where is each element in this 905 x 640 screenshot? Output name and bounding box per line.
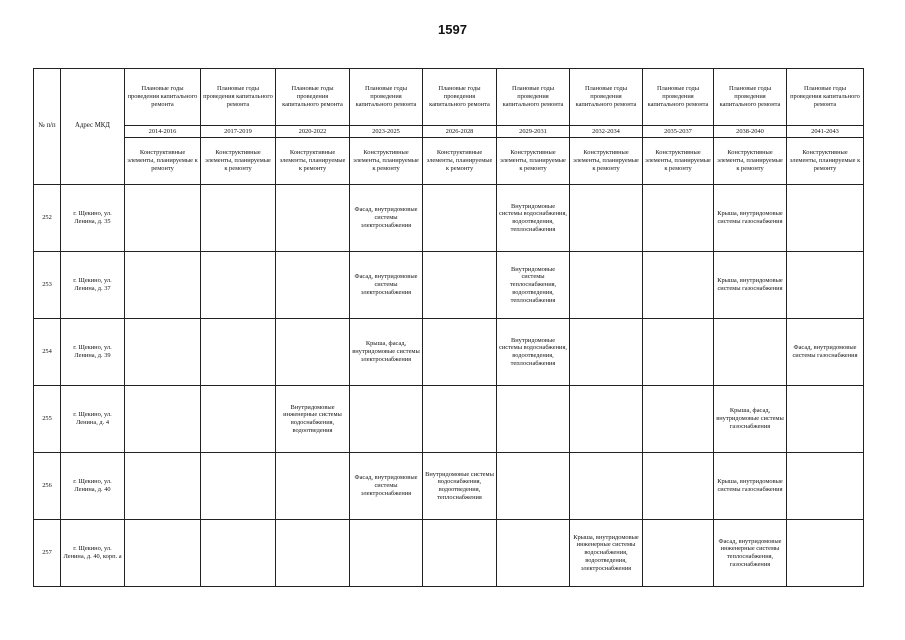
repair-elements-cell: [423, 386, 497, 453]
period-elements-label: Конструктивные элементы, планируемые к ремонту: [497, 138, 570, 185]
period-elements-label: Конструктивные элементы, планируемые к ремонту: [787, 138, 864, 185]
repair-elements-cell: [570, 185, 643, 252]
repair-elements-cell: Крыша, фасад, внутридомовые системы газоснабжения: [714, 386, 787, 453]
repair-elements-cell: Крыша, внутридомовые инженерные системы водоснабжения, водоотведения, электроснабжения: [570, 520, 643, 587]
repair-elements-cell: [125, 386, 201, 453]
repair-elements-cell: Крыша, внутридомовые системы газоснабжения: [714, 453, 787, 520]
period-elements-label: Конструктивные элементы, планируемые к ремонту: [125, 138, 201, 185]
period-years: 2023-2025: [350, 126, 423, 138]
period-title: Плановые годы проведения капитального ремонта: [570, 69, 643, 126]
repair-elements-cell: [125, 520, 201, 587]
period-elements-label: Конструктивные элементы, планируемые к ремонту: [570, 138, 643, 185]
repair-elements-cell: [350, 386, 423, 453]
repair-elements-cell: [276, 185, 350, 252]
repair-elements-cell: Крыша, внутридомовые системы газоснабжения: [714, 252, 787, 319]
row-address: г. Щекино, ул. Ленина, д. 37: [61, 252, 125, 319]
repair-elements-cell: Внутридомовые системы теплоснабжения, водоотведения, теплоснабжения: [497, 252, 570, 319]
table-row: [34, 319, 864, 386]
repair-elements-cell: [125, 252, 201, 319]
repair-elements-cell: [276, 319, 350, 386]
row-number: 255: [34, 386, 61, 453]
repair-elements-cell: Фасад, внутридомовые системы электроснабжения: [350, 252, 423, 319]
repair-elements-cell: [201, 386, 276, 453]
table-row: [34, 520, 864, 587]
period-years: 2014-2016: [125, 126, 201, 138]
period-elements-label: Конструктивные элементы, планируемые к ремонту: [201, 138, 276, 185]
repair-elements-cell: Фасад, внутридомовые инженерные системы теплоснабжения, газоснабжения: [714, 520, 787, 587]
period-years: 2038-2040: [714, 126, 787, 138]
repair-elements-cell: [497, 520, 570, 587]
row-number: 253: [34, 252, 61, 319]
period-years: 2029-2031: [497, 126, 570, 138]
period-title: Плановые годы проведения капитального ремонта: [714, 69, 787, 126]
row-address: г. Щекино, ул. Ленина, д. 40, корп. а: [61, 520, 125, 587]
period-elements-label: Конструктивные элементы, планируемые к ремонту: [643, 138, 714, 185]
repair-elements-cell: [350, 520, 423, 587]
repair-elements-cell: [201, 185, 276, 252]
capital-repair-table: [33, 68, 864, 587]
column-header-number: № п/п: [34, 69, 61, 185]
repair-elements-cell: [787, 520, 864, 587]
repair-elements-cell: [125, 319, 201, 386]
row-address: г. Щекино, ул. Ленина, д. 39: [61, 319, 125, 386]
table-row: [34, 252, 864, 319]
repair-elements-cell: [201, 319, 276, 386]
period-years: 2041-2043: [787, 126, 864, 138]
repair-elements-cell: [276, 520, 350, 587]
repair-elements-cell: [201, 520, 276, 587]
repair-elements-cell: [423, 319, 497, 386]
table-row: [34, 386, 864, 453]
repair-elements-cell: [570, 453, 643, 520]
repair-elements-cell: [570, 252, 643, 319]
repair-elements-cell: Внутридомовые инженерные системы водоснабжения, водоотведения: [276, 386, 350, 453]
repair-elements-cell: Фасад, внутридомовые системы электроснабжения: [350, 185, 423, 252]
row-address: г. Щекино, ул. Ленина, д. 4: [61, 386, 125, 453]
repair-elements-cell: Внутридомовые системы водоснабжения, водоотведения, теплоснабжения: [497, 185, 570, 252]
repair-elements-cell: [497, 386, 570, 453]
period-title: Плановые годы проведения капитального ремонта: [201, 69, 276, 126]
period-title: Плановые годы проведения капитального ремонта: [497, 69, 570, 126]
period-years: 2032-2034: [570, 126, 643, 138]
period-years: 2026-2028: [423, 126, 497, 138]
repair-elements-cell: Крыша, внутридомовые системы газоснабжения: [714, 185, 787, 252]
row-number: 252: [34, 185, 61, 252]
repair-elements-cell: [570, 319, 643, 386]
repair-elements-cell: [497, 453, 570, 520]
period-title: Плановые годы проведения капитального ремонта: [643, 69, 714, 126]
period-title: Плановые годы проведения капитального ремонта: [423, 69, 497, 126]
row-number: 256: [34, 453, 61, 520]
column-header-address: Адрес МКД: [61, 69, 125, 185]
repair-elements-cell: [787, 252, 864, 319]
repair-elements-cell: [643, 520, 714, 587]
repair-elements-cell: [423, 252, 497, 319]
period-elements-label: Конструктивные элементы, планируемые к ремонту: [276, 138, 350, 185]
period-years: 2035-2037: [643, 126, 714, 138]
row-number: 254: [34, 319, 61, 386]
period-title: Плановые годы проведения капитального ремонта: [350, 69, 423, 126]
repair-elements-cell: Внутридомовые системы водоснабжения, водоотведения, теплоснабжения: [423, 453, 497, 520]
repair-elements-cell: Внутридомовые системы водоснабжения, водоотведения, теплоснабжения: [497, 319, 570, 386]
repair-elements-cell: [643, 453, 714, 520]
repair-elements-cell: Фасад, внутридомовые системы электроснабжения: [350, 453, 423, 520]
row-address: г. Щекино, ул. Ленина, д. 40: [61, 453, 125, 520]
period-title: Плановые годы проведения капитального ремонта: [787, 69, 864, 126]
repair-elements-cell: [125, 453, 201, 520]
repair-elements-cell: [787, 386, 864, 453]
repair-elements-cell: [276, 453, 350, 520]
page-number: 1597: [438, 22, 467, 37]
repair-elements-cell: [423, 520, 497, 587]
period-elements-label: Конструктивные элементы, планируемые к ремонту: [423, 138, 497, 185]
repair-elements-cell: Крыша, фасад, внутридомовые системы электроснабжения: [350, 319, 423, 386]
period-elements-label: Конструктивные элементы, планируемые к ремонту: [714, 138, 787, 185]
table-row: [34, 185, 864, 252]
period-elements-label: Конструктивные элементы, планируемые к ремонту: [350, 138, 423, 185]
repair-elements-cell: [125, 185, 201, 252]
repair-elements-cell: [787, 453, 864, 520]
repair-elements-cell: [643, 185, 714, 252]
period-years: 2017-2019: [201, 126, 276, 138]
period-title: Плановые годы проведения капитального ремонта: [125, 69, 201, 126]
repair-elements-cell: [643, 252, 714, 319]
period-title: Плановые годы проведения капитального ремонта: [276, 69, 350, 126]
repair-elements-cell: [787, 185, 864, 252]
repair-elements-cell: [714, 319, 787, 386]
repair-elements-cell: [423, 185, 497, 252]
table-row: [34, 453, 864, 520]
row-number: 257: [34, 520, 61, 587]
repair-elements-cell: [201, 252, 276, 319]
repair-elements-cell: [570, 386, 643, 453]
repair-elements-cell: [276, 252, 350, 319]
repair-elements-cell: Фасад, внутридомовые системы газоснабжения: [787, 319, 864, 386]
repair-elements-cell: [643, 319, 714, 386]
repair-elements-cell: [643, 386, 714, 453]
repair-elements-cell: [201, 453, 276, 520]
period-years: 2020-2022: [276, 126, 350, 138]
row-address: г. Щекино, ул. Ленина, д. 35: [61, 185, 125, 252]
